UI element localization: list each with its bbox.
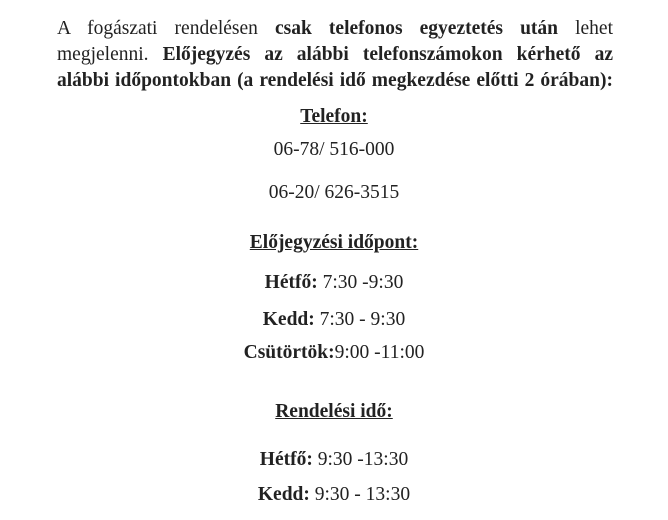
hours-row [0,448,668,472]
intro-line-3 [57,68,613,94]
time: 7:30 -9:30 [317,272,404,293]
hours-heading: Rendelési idő: [275,401,393,422]
day: Kedd: [262,309,315,330]
emphasis: alábbi időpontokban (a rendelési idő megkezdése előtti 2 órában): [57,70,613,91]
day: Hétfő: [264,272,318,293]
day: Csütörtök: [243,342,335,363]
phone-heading: Telefon: [300,106,368,127]
booking-row [0,341,668,365]
emphasis: Előjegyzés az alábbi telefonszámokon kérhető az [162,44,613,65]
booking-heading: Előjegyzési időpont: [249,232,419,253]
text: A fogászati rendelésen [57,18,275,39]
time: 9:30 -13:30 [312,449,409,470]
hours-row [0,483,668,507]
time: 7:30 - 9:30 [314,309,406,330]
intro-line-2 [57,42,613,68]
day: Kedd: [257,484,310,505]
booking-row [0,308,668,332]
intro-paragraph [57,16,613,94]
emphasis: csak telefonos egyeztetés után [275,18,559,39]
phone-number-2: 06-20/ 626-3515 [268,182,400,203]
phone-number-1: 06-78/ 516-000 [273,139,395,160]
time: 9:30 - 13:30 [309,484,411,505]
day: Hétfő: [259,449,313,470]
text: lehet [558,18,613,39]
intro-line-1 [57,16,613,42]
text: megjelenni. [57,44,163,65]
booking-row [0,271,668,295]
time: 9:00 -11:00 [334,342,425,363]
